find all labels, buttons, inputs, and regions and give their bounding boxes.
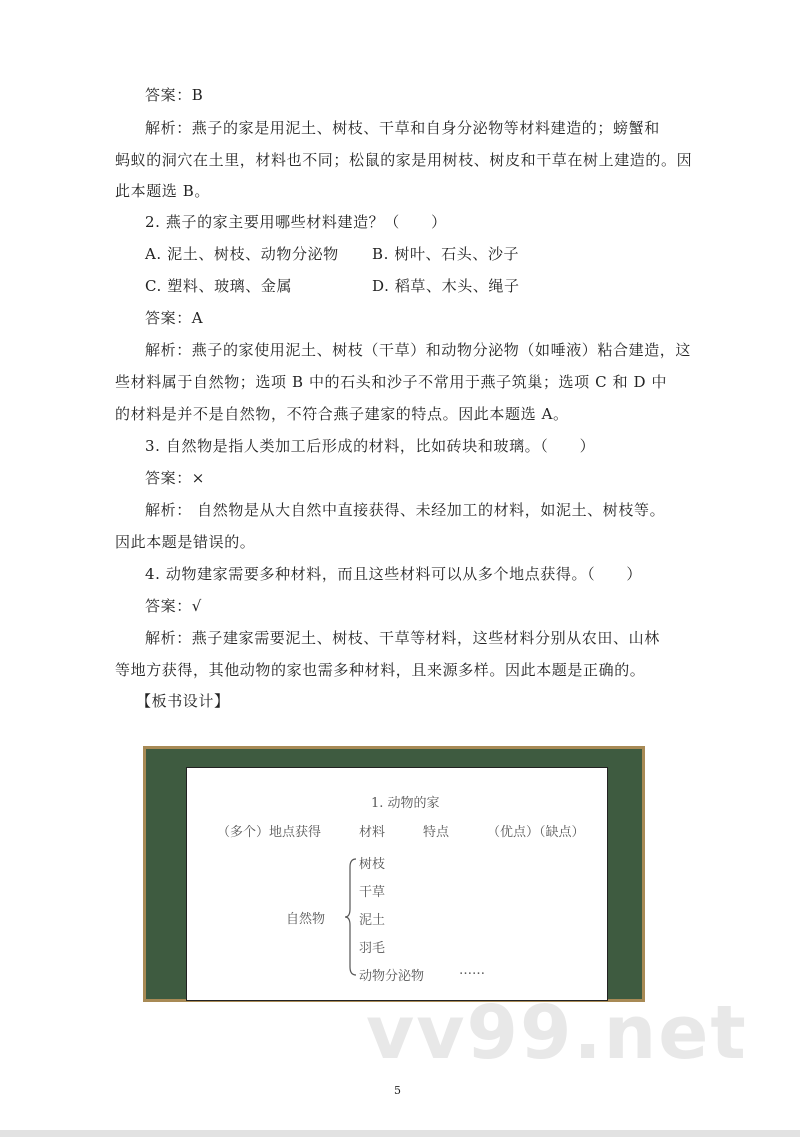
- board-content: [186, 767, 608, 1001]
- board-header: （优点）（缺点）: [487, 825, 585, 840]
- explanation-4: 解析：燕子建家需要泥土、树枝、干草等材料，这些材料分别从农田、山林: [145, 629, 660, 647]
- board-header: （多个）地点获得: [217, 825, 322, 840]
- question-3: 3. 自然物是指人类加工后形成的材料，比如砖块和玻璃。（ ）: [145, 437, 596, 455]
- board-title: 1. 动物的家: [371, 796, 440, 811]
- page-number: 5: [394, 1084, 401, 1097]
- answer-2: 答案：A: [145, 309, 204, 327]
- option-d: D. 稻草、木头、绳子: [372, 277, 520, 295]
- explanation-1-cont: 蚂蚁的洞穴在土里，材料也不同；松鼠的家是用树枝、树皮和干草在树上建造的。因: [115, 151, 693, 169]
- option-b: B. 树叶、石头、沙子: [372, 245, 520, 263]
- answer-4: 答案：√: [145, 597, 202, 615]
- explanation-4-cont: 等地方获得，其他动物的家也需多种材料，且来源多样。因此本题是正确的。: [115, 661, 646, 679]
- explanation-2-cont: 些材料属于自然物；选项 B 中的石头和沙子不常用于燕子筑巢；选项 C 和 D 中: [115, 373, 668, 391]
- question-4: 4. 动物建家需要多种材料，而且这些材料可以从多个地点获得。（ ）: [145, 565, 642, 583]
- board-category: 自然物: [286, 912, 326, 927]
- blackboard-image: [143, 746, 645, 1002]
- board-header: 材料: [359, 825, 386, 840]
- option-a: A. 泥土、树枝、动物分泌物: [145, 245, 339, 263]
- board-header: 特点: [423, 825, 450, 840]
- explanation-2: 解析：燕子的家使用泥土、树枝（干草）和动物分泌物（如唾液）粘合建造，这: [145, 341, 692, 359]
- board-item: 动物分泌物: [359, 969, 425, 984]
- explanation-3-cont: 因此本题是错误的。: [115, 533, 256, 551]
- answer-1: 答案：B: [145, 86, 204, 104]
- watermark: vv99.net: [366, 990, 748, 1076]
- brace-icon: [344, 857, 358, 977]
- option-c: C. 塑料、玻璃、金属: [145, 277, 293, 295]
- section-heading: 【板书设计】: [136, 692, 230, 710]
- board-ellipsis: ……: [459, 963, 485, 978]
- explanation-2-cont: 的材料是并不是自然物，不符合燕子建家的特点。因此本题选 A。: [115, 405, 569, 423]
- answer-3: 答案：×: [145, 469, 205, 487]
- page-bottom-edge: [0, 1130, 800, 1137]
- board-item: 羽毛: [359, 941, 386, 956]
- board-item: 树枝: [359, 857, 386, 872]
- explanation-1-cont: 此本题选 B。: [115, 182, 210, 200]
- explanation-3: 解析： 自然物是从大自然中直接获得、未经加工的材料，如泥土、树枝等。: [145, 501, 666, 519]
- question-2: 2. 燕子的家主要用哪些材料建造？（ ）: [145, 213, 447, 231]
- board-item: 泥土: [359, 913, 386, 928]
- board-item: 干草: [359, 885, 386, 900]
- explanation-1: 解析：燕子的家是用泥土、树枝、干草和自身分泌物等材料建造的；螃蟹和: [145, 119, 660, 137]
